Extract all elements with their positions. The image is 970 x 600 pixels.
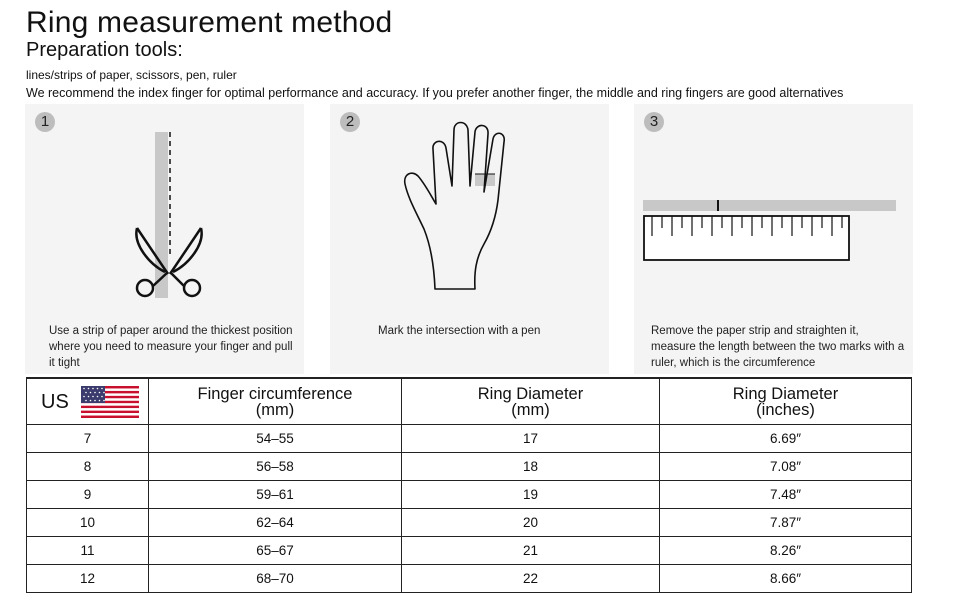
flag-stripe xyxy=(81,413,139,416)
step-2-number: 2 xyxy=(340,112,360,132)
diameter-in-cell: 7.08″ xyxy=(660,453,912,481)
table-row xyxy=(27,453,912,481)
flag-star xyxy=(98,399,100,401)
diameter-mm-header-unit: (mm) xyxy=(511,400,550,419)
flag-stripe xyxy=(81,408,139,411)
diameter-mm-cell: 21 xyxy=(402,537,660,565)
us-size-header xyxy=(27,378,149,425)
circumference-cell: 68–70 xyxy=(149,565,402,593)
page-title: Ring measurement method xyxy=(26,6,393,39)
diameter-mm-header xyxy=(402,378,660,425)
flag-star xyxy=(101,395,103,397)
table-row xyxy=(27,537,912,565)
diameter-in-cell: 7.48″ xyxy=(660,481,912,509)
us-label: US xyxy=(41,390,69,413)
diameter-mm-cell: 19 xyxy=(402,481,660,509)
step-1-caption: Use a strip of paper around the thickest position where you need to measure your finger and pull it tight xyxy=(49,325,293,369)
flag-star xyxy=(96,387,98,389)
flag-star xyxy=(87,395,89,397)
diameter-mm-cell: 18 xyxy=(402,453,660,481)
us-flag-icon xyxy=(81,386,139,418)
flag-star xyxy=(98,391,100,393)
circumference-header-label: Finger circumference xyxy=(197,384,353,403)
flag-star xyxy=(94,391,96,393)
flag-star xyxy=(83,387,85,389)
step-2-caption: Mark the intersection with a pen xyxy=(378,325,541,337)
diameter-in-cell: 6.69″ xyxy=(660,425,912,453)
table-row xyxy=(27,565,912,593)
step-1-panel xyxy=(25,104,304,374)
diameter-in-cell: 8.66″ xyxy=(660,565,912,593)
ruler-with-paper-strip-icon xyxy=(634,104,913,314)
circumference-header xyxy=(149,378,402,425)
us-size-cell: 9 xyxy=(27,481,149,509)
us-size-cell: 12 xyxy=(27,565,149,593)
circumference-cell: 65–67 xyxy=(149,537,402,565)
flag-star xyxy=(94,399,96,401)
flag-star xyxy=(101,387,103,389)
flag-star xyxy=(87,387,89,389)
diameter-mm-cell: 17 xyxy=(402,425,660,453)
flag-stripe xyxy=(81,405,139,408)
table-row xyxy=(27,481,912,509)
table-row xyxy=(27,509,912,537)
circumference-cell: 62–64 xyxy=(149,509,402,537)
flag-star xyxy=(92,387,94,389)
us-size-cell: 7 xyxy=(27,425,149,453)
tools-list: lines/strips of paper, scissors, pen, ruler xyxy=(26,68,237,82)
diameter-in-header xyxy=(660,378,912,425)
step-3-number: 3 xyxy=(644,112,664,132)
table-row xyxy=(27,425,912,453)
ring-size-table xyxy=(26,377,912,593)
flag-star xyxy=(92,395,94,397)
flag-star xyxy=(85,391,87,393)
flag-star xyxy=(83,395,85,397)
diameter-mm-cell: 20 xyxy=(402,509,660,537)
circumference-cell: 54–55 xyxy=(149,425,402,453)
diameter-in-header-unit: (inches) xyxy=(756,400,815,419)
circumference-header-unit: (mm) xyxy=(255,400,295,419)
flag-stripe xyxy=(81,410,139,413)
table-header-row xyxy=(27,378,912,425)
hand-with-marked-finger-icon xyxy=(330,104,609,314)
flag-star xyxy=(103,391,105,393)
flag-star xyxy=(89,391,91,393)
us-size-cell: 11 xyxy=(27,537,149,565)
step-3-panel xyxy=(634,104,913,374)
recommendation-text: We recommend the index finger for optimal performance and accuracy. If you prefer another finger, the middle and ring fingers are good alternatives xyxy=(26,86,844,100)
flag-star xyxy=(103,399,105,401)
diameter-in-cell: 8.26″ xyxy=(660,537,912,565)
us-size-cell: 8 xyxy=(27,453,149,481)
flag-star xyxy=(85,399,87,401)
flag-stripe xyxy=(81,415,139,417)
flag-star xyxy=(89,399,91,401)
scissors-cutting-paper-strip-icon xyxy=(25,104,304,314)
diameter-in-cell: 7.87″ xyxy=(660,509,912,537)
circumference-cell: 59–61 xyxy=(149,481,402,509)
section-subtitle: Preparation tools: xyxy=(26,39,183,61)
step-2-panel xyxy=(330,104,609,374)
circumference-cell: 56–58 xyxy=(149,453,402,481)
diameter-mm-cell: 22 xyxy=(402,565,660,593)
step-3-caption: Remove the paper strip and straighten it, measure the length between the two marks with a ruler, which is the circumference xyxy=(651,325,905,369)
flag-star xyxy=(96,395,98,397)
diameter-in-header-label: Ring Diameter xyxy=(732,384,839,403)
flag-stripe xyxy=(81,403,139,406)
diameter-mm-header-label: Ring Diameter xyxy=(477,384,584,403)
us-size-cell: 10 xyxy=(27,509,149,537)
step-1-number: 1 xyxy=(35,112,55,132)
